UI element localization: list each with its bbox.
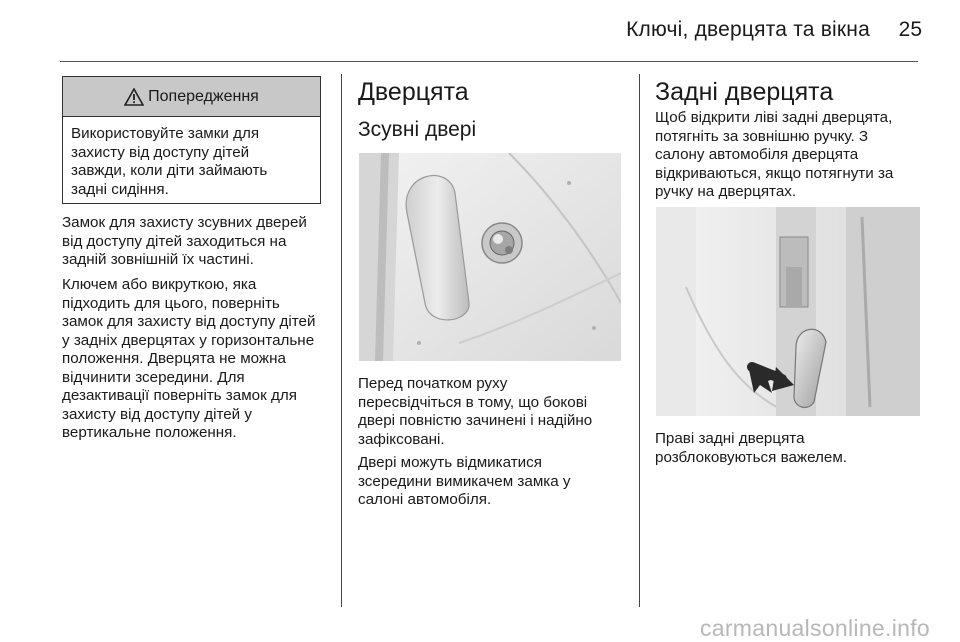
page-number: 25 [898,18,922,41]
text-line: відкриваються, якщо потягнути за [655,164,894,182]
text-line: вертикальне положення. [62,424,237,441]
text-line: замок для захисту від доступу дітей [62,313,316,330]
warning-triangle-icon [124,88,144,106]
text-line: задній зовнішній їх частині. [62,251,254,268]
warning-text [63,117,320,199]
text-line: Щоб відкрити ліві задні дверцята, [655,109,893,126]
text-line: дезактивації поверніть замок для [62,387,297,404]
warning-line: Використовуйте замки для [71,125,260,142]
text-line: Замок для захисту зсувних дверей [62,214,307,231]
text-line: салону автомобіля дверцята [655,146,859,163]
header-divider [60,61,918,62]
warning-box [62,76,321,204]
subsection-title: Зсувні двері [358,118,477,141]
sliding-door-illustration [359,153,621,361]
warning-header [63,77,320,117]
text-line: Перед початком руху [358,375,508,392]
section-title: Дверцята [358,78,469,106]
rear-door-illustration [656,207,920,416]
right-paragraph-1 [655,109,930,202]
text-line: двері повністю зачинені і надійно [358,412,593,429]
warning-line: задні сидіння. [71,180,169,198]
left-paragraph-1 [62,214,337,270]
warning-line: завжди, коли діти займають [71,162,268,179]
text-line: пересвідчіться в тому, що бокові [358,393,588,411]
text-line: Ключем або викруткою, яка [62,276,257,293]
text-line: розблоковуються важелем. [655,448,847,466]
sliding-door-figure [359,153,621,361]
column-divider-1 [341,74,342,607]
middle-paragraph-2 [358,454,630,510]
warning-title: Попередження [148,87,259,105]
column-divider-2 [639,74,640,607]
rear-doors-title: Задні дверцята [655,78,834,106]
middle-paragraph-1 [358,375,630,449]
text-line: підходить для цього, поверніть [62,294,280,312]
text-line: Праві задні дверцята [655,430,805,447]
text-line: потягніть за зовнішню ручку. З [655,127,869,145]
text-line: відчинити зсередини. Для [62,368,245,386]
warning-line: захисту від доступу дітей [71,143,250,161]
text-line: зафіксовані. [358,430,445,448]
rear-door-figure [656,207,920,416]
text-line: у задніх дверцятах у горизонтальне [62,331,315,349]
text-line: зсередини вимикачем замка у [358,472,571,490]
watermark: carmanualsonline.info [699,615,930,641]
text-line: Двері можуть відмикатися [358,454,542,471]
text-line: положення. Дверцята не можна [62,350,286,367]
text-line: ручку на дверцятах. [655,183,797,200]
left-paragraph-2 [62,276,337,443]
text-line: від доступу дітей заходиться на [62,232,287,250]
text-line: салоні автомобіля. [358,491,492,508]
page-header-title: Ключі, дверцята та вікна [626,18,870,41]
right-paragraph-2 [655,430,930,467]
text-line: захисту від доступу дітей у [62,405,252,423]
